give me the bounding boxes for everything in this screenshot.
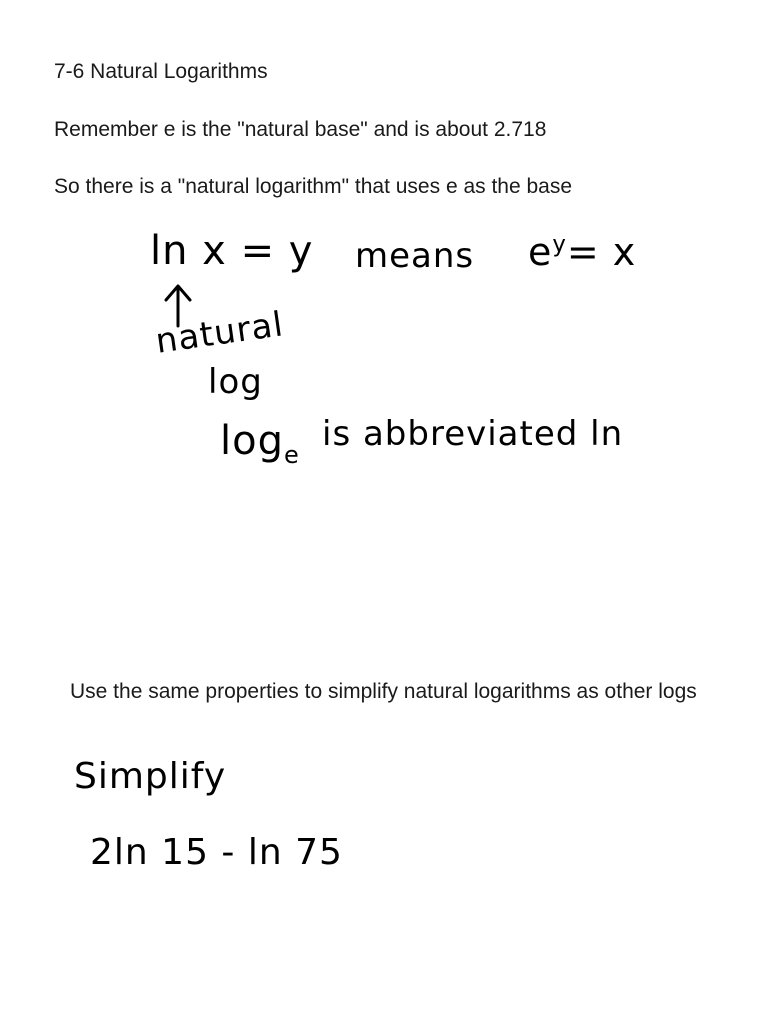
natural-word: natural bbox=[153, 304, 287, 362]
page-title: 7-6 Natural Logarithms bbox=[54, 60, 268, 83]
log-base-e bbox=[220, 418, 300, 469]
natural-log-intro-text: So there is a "natural logarithm" that uses e as the base bbox=[54, 175, 573, 198]
exponential-form bbox=[528, 230, 636, 274]
abbreviated-text: is abbreviated ln bbox=[322, 414, 624, 454]
remember-text: Remember e is the "natural base" and is about 2.718 bbox=[54, 118, 547, 141]
exp-base: e bbox=[528, 230, 553, 274]
same-properties-text: Use the same properties to simplify natural logarithms as other logs bbox=[70, 680, 697, 703]
exp-power: y bbox=[552, 231, 567, 258]
log-base-sub: e bbox=[283, 441, 300, 469]
ln-definition: ln x = y bbox=[150, 228, 314, 274]
log-base-word: log bbox=[220, 418, 284, 464]
log-word: log bbox=[208, 362, 263, 402]
exp-rhs: = x bbox=[566, 230, 637, 274]
simplify-word: Simplify bbox=[74, 756, 227, 797]
means-word: means bbox=[355, 236, 475, 276]
simplify-expression: 2ln 15 - ln 75 bbox=[90, 832, 343, 873]
